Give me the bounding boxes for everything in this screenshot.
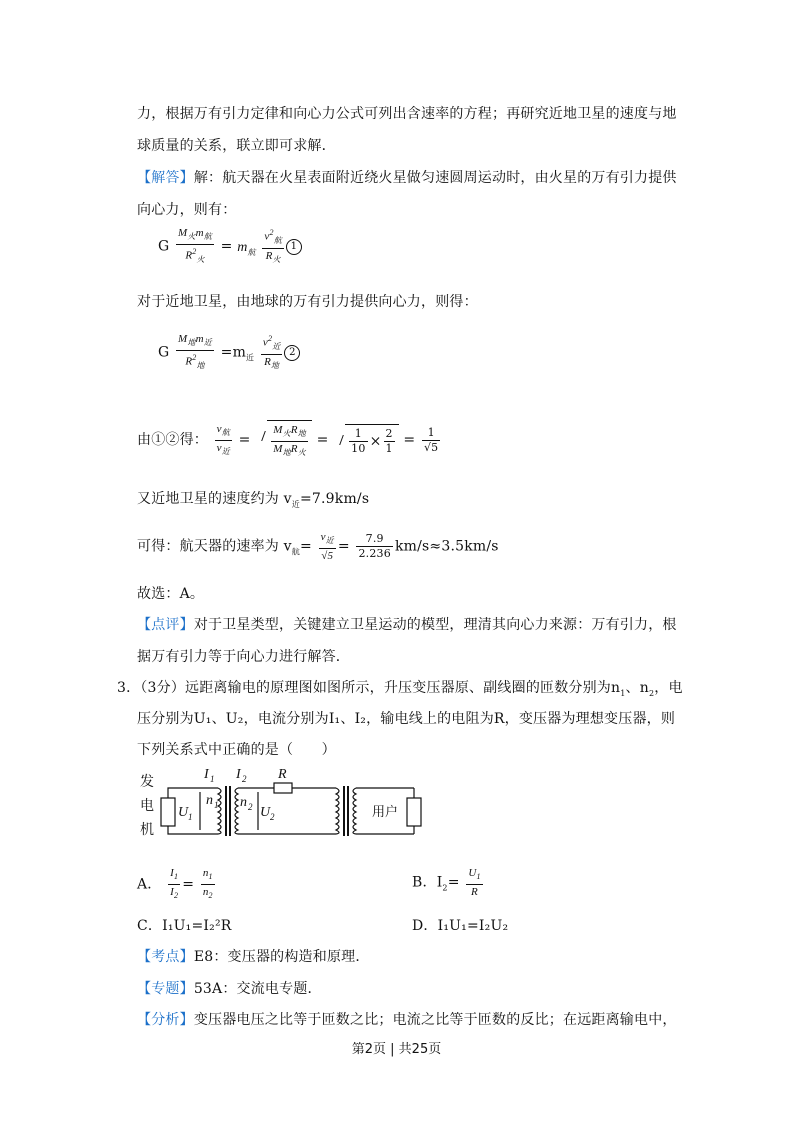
text-line: 向心力，则有：: [137, 202, 237, 218]
svg-text:1: 1: [214, 800, 219, 810]
question-3-line: 下列关系式中正确的是（ ）: [137, 742, 336, 758]
svg-text:电: 电: [140, 798, 154, 814]
svg-text:1: 1: [210, 774, 215, 784]
zhuanti-line: 【专题】53A：交流电专题．: [137, 981, 322, 997]
option-c: C．I₁U₁=I₂²R: [137, 918, 232, 934]
I1-label: I: [204, 767, 209, 782]
R-label: R: [278, 767, 287, 782]
option-d: D．I₁U₁=I₂U₂: [412, 918, 509, 934]
text-line: 据万有引力等于向心力进行解答．: [137, 649, 350, 665]
svg-text:机: 机: [140, 822, 154, 838]
page-footer: 第2页 | 共25页: [351, 1042, 442, 1057]
text-line: 又近地卫星的速度约为 $v_近=7.9km/s$: [137, 491, 370, 509]
comment-tag: 【点评】: [137, 617, 194, 633]
text-line: 可得：航天器的速率为 $v_航=$ $\frac{v_近}{√5}$ = $\frac{7.9}{2.236}$ km/s≈3.5km/s: [137, 531, 499, 563]
svg-text:2: 2: [248, 802, 253, 812]
text-line: 对于近地卫星，由地球的万有引力提供向心力，则得：: [137, 294, 478, 310]
equation-3: 由①②得： $\frac{v_航}{v_近}$ = $\frac{M_火R_地}{M_地R_火}$ = $\frac{1}{10}$ × $\frac{2}{1}$ = $\frac{1}{√5}$: [137, 420, 442, 460]
svg-text:2: 2: [242, 774, 247, 784]
question-3-line: 压分别为U₁、U₂，电流分别为I₁、I₂，输电线上的电阻为R，变压器为理想变压器，则: [137, 711, 676, 727]
comment-line: 【点评】对于卫星类型，关键建立卫星运动的模型，理清其向心力来源：万有引力，根: [137, 617, 677, 633]
fenxi-line: 【分析】变压器电压之比等于匝数之比；电流之比等于匝数的反比；在远距离输电中，: [137, 1012, 677, 1028]
I2-label: I: [236, 767, 241, 782]
eq3-prefix: 由①②得：: [137, 432, 208, 449]
text-line: 故选：A。: [137, 586, 205, 602]
n1-label: n: [206, 793, 213, 808]
equation-1: G $\frac{M_火m_航}{R^2_火}$ = $m_航$ $\frac{v^2_航}{R_火}$ 1: [158, 226, 302, 267]
answer-text: 解：航天器在火星表面附近绕火星做匀速圆周运动时，由火星的万有引力提供: [193, 170, 677, 186]
U1-label: U: [178, 805, 189, 820]
svg-text:2: 2: [270, 812, 275, 822]
option-b: B．$I_2=$ $\frac{U_1}{R}$: [412, 867, 481, 899]
svg-text:1: 1: [188, 812, 193, 822]
U2-label: U: [260, 805, 271, 820]
answer-tag: 【解答】: [137, 170, 194, 186]
text-line: 球质量的关系，联立即可求解．: [137, 138, 336, 154]
n2-label: n: [240, 795, 247, 810]
option-a: A． $\frac{I_1}{I_2}$ = $\frac{n_1}{n_2}$: [137, 867, 213, 901]
transmission-diagram: [136, 764, 426, 842]
equation-2: G $\frac{M_地m_近}{R^2_地}$ $=m_近$ $\frac{v^2_近}{R_地}$ 2: [158, 332, 300, 373]
generator-label: 发: [140, 774, 154, 790]
user-label: 用户: [372, 805, 399, 820]
kaodian-line: 【考点】E8：变压器的构造和原理．: [137, 949, 370, 965]
question-3-line: 3．（3分）远距离输电的原理图如图所示，升压变压器原、副线圈的匝数分别为$n_1$、$n_2$，电: [117, 680, 683, 698]
answer-line: [137, 167, 677, 187]
text-line: 力，根据万有引力定律和向心力公式可列出含速率的方程；再研究近地卫星的速度与地: [137, 106, 677, 122]
